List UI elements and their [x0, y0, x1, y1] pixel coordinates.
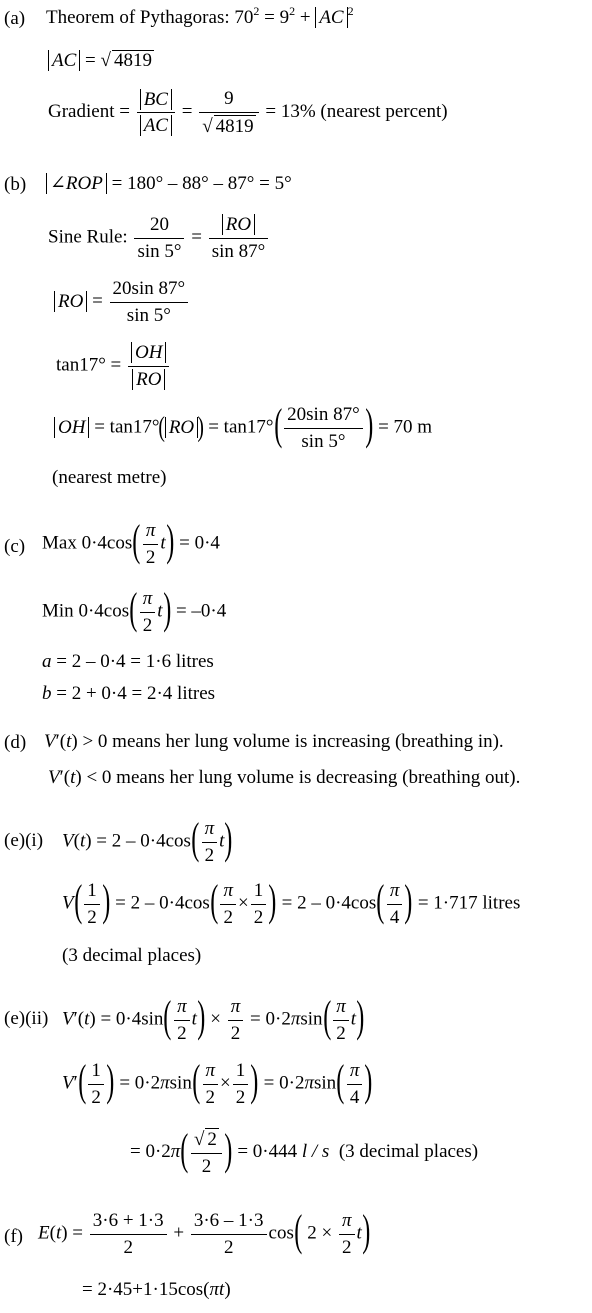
- a-litres-equation: a = 2 – 0·4 = 1·6 litres: [42, 651, 214, 672]
- part-e-i-label: (e)(i): [4, 830, 44, 851]
- f-result: = 2·45+1·15cos: [82, 1279, 204, 1300]
- e-ii-unit: l / s: [301, 1141, 330, 1163]
- pythagoras-label: Theorem of Pythagoras:: [46, 7, 230, 28]
- part-a-label: (a): [4, 8, 26, 29]
- gradient-label: Gradient: [48, 101, 115, 123]
- e-t-equation: E(t) = $\frac{3\cdot 6 + 1\cdot 3}{2}$ + $\frac{3\cdot 6 - 1\cdot 3}{2}$ cos( 2 × $\frac{\pi}{2}$ t): [38, 1206, 371, 1258]
- v-t-equation: V(t) = 2 – 0·4cos( $\frac{\pi}{2}$ t): [62, 814, 233, 866]
- e-t-simplified: = 2·45+1·15cos(πt): [82, 1279, 231, 1300]
- d-decreasing-text: < 0 means her lung volume is decreasing (breathing out).: [81, 767, 521, 788]
- d-increasing-line: V′(t) > 0 means her lung volume is increasing (breathing in).: [44, 731, 504, 752]
- e-i-decimal-note: (3 decimal places): [62, 945, 202, 966]
- v-prime-t-equation: V′(t) = 0·4sin( $\frac{\pi}{2}$ t) × $\frac{\pi}{2}$ = 0·2πsin( $\frac{\pi}{2}$ t): [62, 992, 365, 1044]
- b-litres-value: = 2 + 0·4 = 2·4 litres: [56, 683, 216, 704]
- pythagoras-equation: Theorem of Pythagoras: $70^2 = 9^2$ + AC $^2$: [46, 4, 354, 28]
- part-c-label: (c): [4, 536, 26, 557]
- part-d-label: (d): [4, 732, 27, 753]
- min-equation: Min 0·4cos( $\frac{\pi}{2}$ t) = –0·4: [42, 584, 227, 636]
- oh-equation: OH = tan17°( RO ) = tan17°( $\frac{20\sin 87^\circ}{\sin 5^\circ}$ ) = 70 m: [54, 404, 432, 453]
- v-prime-result-equation: = 0·2π( $\frac{√ 2}{2}$ ) = 0·444 l / s (3 decimal places): [130, 1124, 479, 1177]
- ac-equation: AC = √ 4819: [48, 50, 154, 70]
- sine-rule-equation: Sine Rule: $\frac{20}{\sin 5^\circ}$ = $\frac{RO}{\sin 87^\circ}$: [48, 214, 270, 263]
- part-f-label: (f): [4, 1226, 23, 1247]
- v-half-equation: V( $\frac{1}{2}$ ) = 2 – 0·4cos( $\frac{\pi}{2}$ × $\frac{1}{2}$ ) = 2 – 0·4cos( $\frac{\pi}{4}$ ) = 1·717 litres: [62, 876, 521, 928]
- v-prime-half-equation: V′( $\frac{1}{2}$ ) = 0·2πsin( $\frac{\pi}{2}$ × $\frac{1}{2}$ ) = 0·2πsin( $\frac{\pi}{4}$ ): [62, 1056, 373, 1108]
- d-increasing-text: > 0 means her lung volume is increasing (breathing in).: [77, 731, 504, 752]
- max-label: Max: [42, 532, 77, 554]
- e-ii-result: = 0·444: [237, 1141, 298, 1163]
- gradient-equation: Gradient = $\frac{BC}{AC}$ = $\frac{9}{√ 4819}$ = 13% (nearest percent): [48, 88, 448, 137]
- d-decreasing-line: V′(t) < 0 means her lung volume is decreasing (breathing out).: [48, 767, 521, 788]
- b-litres-equation: b = 2 + 0·4 = 2·4 litres: [42, 683, 216, 704]
- gradient-result: 13% (nearest percent): [280, 101, 448, 123]
- tan-equation: tan17° = $\frac{OH}{RO}$: [56, 342, 171, 391]
- sine-rule-label: Sine Rule:: [48, 226, 128, 248]
- nearest-metre-note: (nearest metre): [52, 467, 167, 488]
- part-e-ii-label: (e)(ii): [4, 1008, 49, 1029]
- part-b-label: (b): [4, 174, 27, 195]
- e-i-result: = 1·717 litres: [417, 892, 521, 914]
- ro-equation: RO = $\frac{20\sin 87^\circ}{\sin 5^\circ}$: [54, 278, 190, 327]
- max-equation: Max 0·4cos( $\frac{\pi}{2}$ t) = 0·4: [42, 516, 220, 568]
- e-ii-decimal-note: (3 decimal places): [338, 1141, 479, 1163]
- min-label: Min: [42, 600, 74, 622]
- angle-rop-equation: ∠ROP = 180° – 88° – 87° = 5°: [46, 174, 292, 193]
- a-litres-value: = 2 – 0·4 = 1·6 litres: [56, 651, 214, 672]
